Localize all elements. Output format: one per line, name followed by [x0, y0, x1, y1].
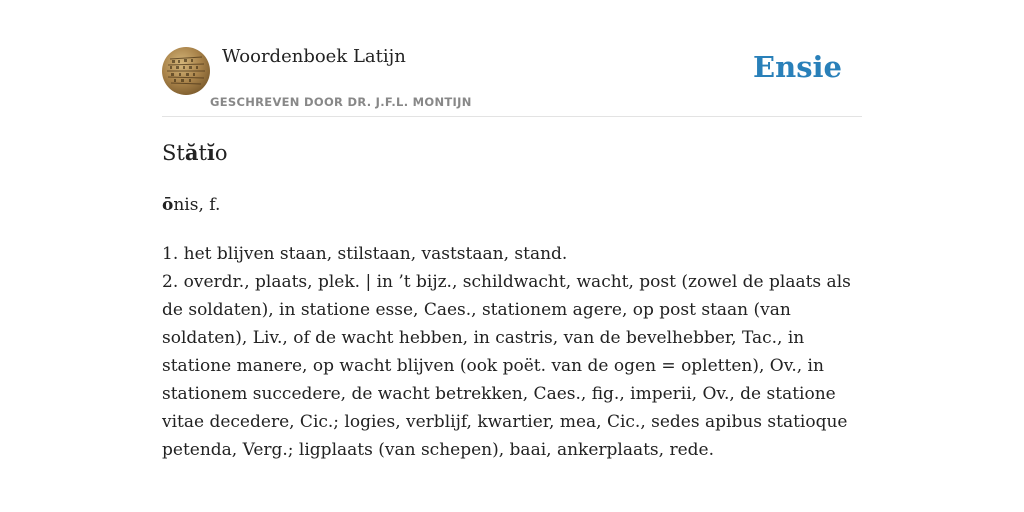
entry-headword [162, 140, 228, 165]
headword-part: ĭ [206, 140, 215, 165]
grammar-text: nis, f. [173, 195, 221, 215]
headword-part: St [162, 141, 185, 165]
ensie-logo[interactable]: Ensie [753, 50, 842, 84]
headword-part: ă [184, 140, 199, 165]
coin-logo-icon[interactable] [162, 47, 210, 95]
entry-definition [162, 240, 864, 464]
grammar-bold: ō [162, 195, 174, 215]
definition-line: 2. overdr., plaats, plek. | in ’t bijz., schildwacht, wacht, post (zowel de plaats als de soldaten), in statione esse, Caes., stationem agere, op post staan (van soldaten), Liv., of de wacht hebben, in castris, van de bevelhebber, Tac., in statione manere, op wacht blijven (ook poët. van de ogen = opletten), Ov., in stationem succedere, de wacht betrekken, Caes., fig., imperii, Ov., de statione vitae decedere, Cic.; logies, verblijf, kwartier, mea, Cic., sedes apibus statioque petenda, Verg.; ligplaats (van schepen), baai, ankerplaats, rede. [162, 272, 851, 460]
headword-part: o [214, 141, 228, 165]
definition-line: 1. het blijven staan, stilstaan, vaststaan, stand. [162, 244, 568, 264]
page-container [162, 0, 862, 460]
dictionary-title[interactable]: Woordenboek Latijn [222, 46, 406, 67]
author-credit: GESCHREVEN DOOR DR. J.F.L. MONTIJN [210, 95, 472, 109]
headword-part: t [198, 141, 207, 165]
site-header [162, 0, 862, 117]
grammar-info [162, 195, 220, 215]
